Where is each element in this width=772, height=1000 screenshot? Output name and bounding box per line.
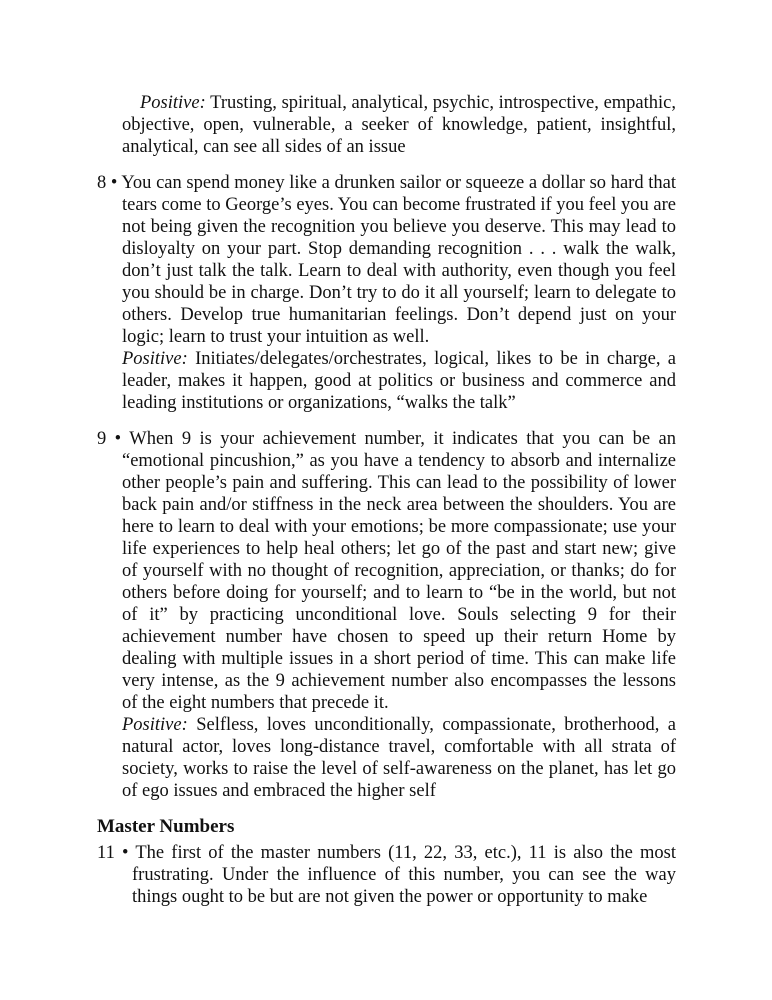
positive-paragraph-8 xyxy=(122,348,676,414)
positive-text-8: Initiates/delegates/orchestrates, logical, likes to be in charge, a leader, makes it happen, good at politics or business and commerce and leading institutions or organizations, “walks the talk” xyxy=(122,349,676,413)
item-marker-8: 8 • xyxy=(97,173,118,193)
item-marker-11: 11 • xyxy=(97,843,129,863)
item-text-11: The first of the master numbers (11, 22, 33, etc.), 11 is also the most frustrating. Under the influence of this number, you can see the way things ought to be but are not given the power or opportunity to make xyxy=(132,843,676,907)
item-text-8: You can spend money like a drunken sailor or squeeze a dollar so hard that tears come to George’s eyes. You can become frustrated if you feel you are not being given the recognition you believe you deserve. This may lead to disloyalty on your part. Stop demanding recognition . . . walk the walk, don’t just talk the talk. Learn to deal with authority, even though you feel you should be in charge. Don’t try to do it all yourself; learn to delegate to others. Develop true humanitarian feelings. Don’t depend just on your logic; learn to trust your intuition as well. xyxy=(121,173,676,347)
positive-label: Positive: xyxy=(140,93,206,113)
list-item-11 xyxy=(97,842,676,908)
positive-text-7: Trusting, spiritual, analytical, psychic, introspective, empathic, objective, open, vulnerable, a seeker of knowledge, patient, insightful, analytical, can see all sides of an issue xyxy=(122,93,676,157)
list-item-8 xyxy=(97,172,676,414)
positive-paragraph-7 xyxy=(122,92,676,158)
item-marker-9: 9 • xyxy=(97,429,122,449)
positive-text-9: Selfless, loves unconditionally, compassionate, brotherhood, a natural actor, loves long-distance travel, comfortable with all strata of society, works to raise the level of self-awareness on the planet, has let go of ego issues and embraced the higher self xyxy=(122,715,677,801)
positive-paragraph-9 xyxy=(122,714,676,802)
positive-label: Positive: xyxy=(122,349,188,369)
section-heading: Master Numbers xyxy=(97,816,235,837)
list-item-9 xyxy=(97,428,676,802)
positive-label: Positive: xyxy=(122,715,188,735)
item-text-9: When 9 is your achievement number, it indicates that you can be an “emotional pincushion,” as you have a tendency to absorb and internalize other people’s pain and suffering. This can lead to the possibility of lower back pain and/or stiffness in the neck area between the shoulders. You are here to learn to deal with your emotions; be more compassionate; use your life experiences to help heal others; let go of the past and start new; give of yourself with no thought of recognition, appreciation, or thanks; do for others before doing for yourself; and to learn to “be in the world, but not of it” by practicing unconditional love. Souls selecting 9 for their achievement number have chosen to speed up their return Home by dealing with multiple issues in a short period of time. This can make life very intense, as the 9 achievement number also encompasses the lessons of the eight numbers that precede it. xyxy=(122,429,676,713)
